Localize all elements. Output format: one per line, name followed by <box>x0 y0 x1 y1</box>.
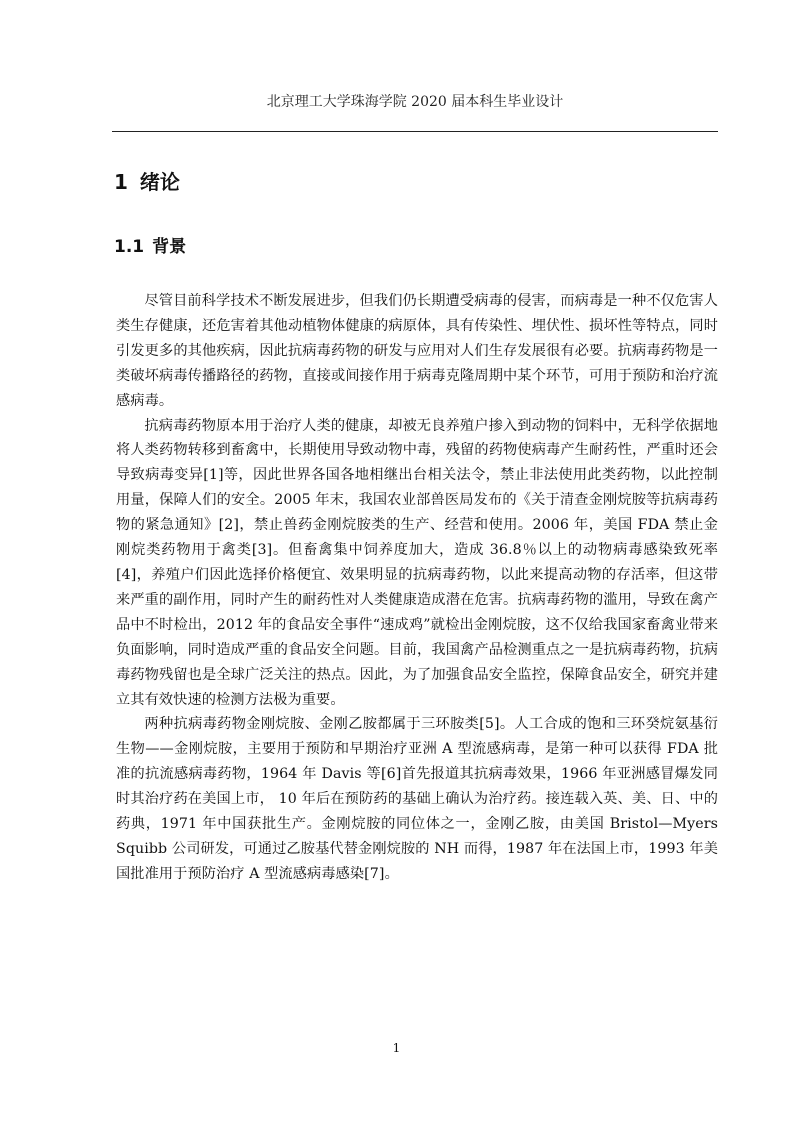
chapter-title-text: 绪论 <box>139 170 180 194</box>
body-text <box>116 289 718 887</box>
section-number: 1.1 <box>114 237 145 257</box>
paragraph-2: 抗病毒药物原本用于治疗人类的健康，却被无良养殖户掺入到动物的饲料中，无科学依据地将人类药物转移到畜禽中，长期使用导致动物中毒，残留的药物使病毒产生耐药性，严重时还会导致病毒变异[1]等，因此世界各国各地相继出台相关法令，禁止非法使用此类药物，以此控制用量，保障人们的安全。2005 年末，我国农业部兽医局发布的《关于清查金刚烷胺等抗病毒药物的紧急通知》[2]，禁止兽药金刚烷胺类的生产、经营和使用。2006 年，美国 FDA 禁止金刚烷类药物用于禽类[3]。但畜禽集中饲养度加大，造成 36.8％以上的动物病毒感染致死率[4]，养殖户们因此选择价格便宜、效果明显的抗病毒药物，以此来提高动物的存活率，但这带来严重的副作用，同时产生的耐药性对人类健康造成潜在危害。抗病毒药物的滥用，导致在禽产品中不时检出，2012 年的食品安全事件“速成鸡”就检出金刚烷胺，这不仅给我国家畜禽业带来负面影响，同时造成严重的食品安全问题。目前，我国禽产品检测重点之一是抗病毒药物，抗病毒药物残留也是全球广泛关注的热点。因此，为了加强食品安全监控，保障食品安全，研究并建立其有效快速的检测方法极为重要。 <box>116 417 718 708</box>
section-title-text: 背景 <box>152 237 187 257</box>
paragraph-1: 尽管目前科学技术不断发展进步，但我们仍长期遭受病毒的侵害，而病毒是一种不仅危害人类生存健康，还危害着其他动植物体健康的病原体，具有传染性、埋伏性、损坏性等特点，同时引发更多的其他疾病，因此抗病毒药物的研发与应用对人们生存发展很有必要。抗病毒药物是一类破坏病毒传播路径的药物，直接或间接作用于病毒克隆周期中某个环节，可用于预防和治疗流感病毒。 <box>116 293 718 409</box>
section-title <box>114 234 186 260</box>
chapter-number: 1 <box>114 170 128 194</box>
paragraph-3: 两种抗病毒药物金刚烷胺、金刚乙胺都属于三环胺类[5]。人工合成的饱和三环癸烷氨基衍生物——金刚烷胺，主要用于预防和早期治疗亚洲 A 型流感病毒，是第一种可以获得 FDA 批准的抗流感病毒药物，1964 年 Davis 等[6]首先报道其抗病毒效果，1966 年亚洲感冒爆发同时其治疗药在美国上市， 10 年后在预防药的基础上确认为治疗药。接连载入英、美、日、中的药典，1971 年中国获批生产。金刚烷胺的同位体之一，金刚乙胺，由美国 Bristol—Myers Squibb 公司研发，可通过乙胺基代替金刚烷胺的 NH 而得，1987 年在法国上市，1993 年美国批准用于预防治疗 A 型流感病毒感染[7]。 <box>116 716 718 882</box>
page-header: 北京理工大学珠海学院 2020 届本科生毕业设计 <box>266 94 564 110</box>
header-rule <box>112 131 718 132</box>
chapter-title <box>114 168 180 196</box>
page-number: 1 <box>392 1041 401 1055</box>
